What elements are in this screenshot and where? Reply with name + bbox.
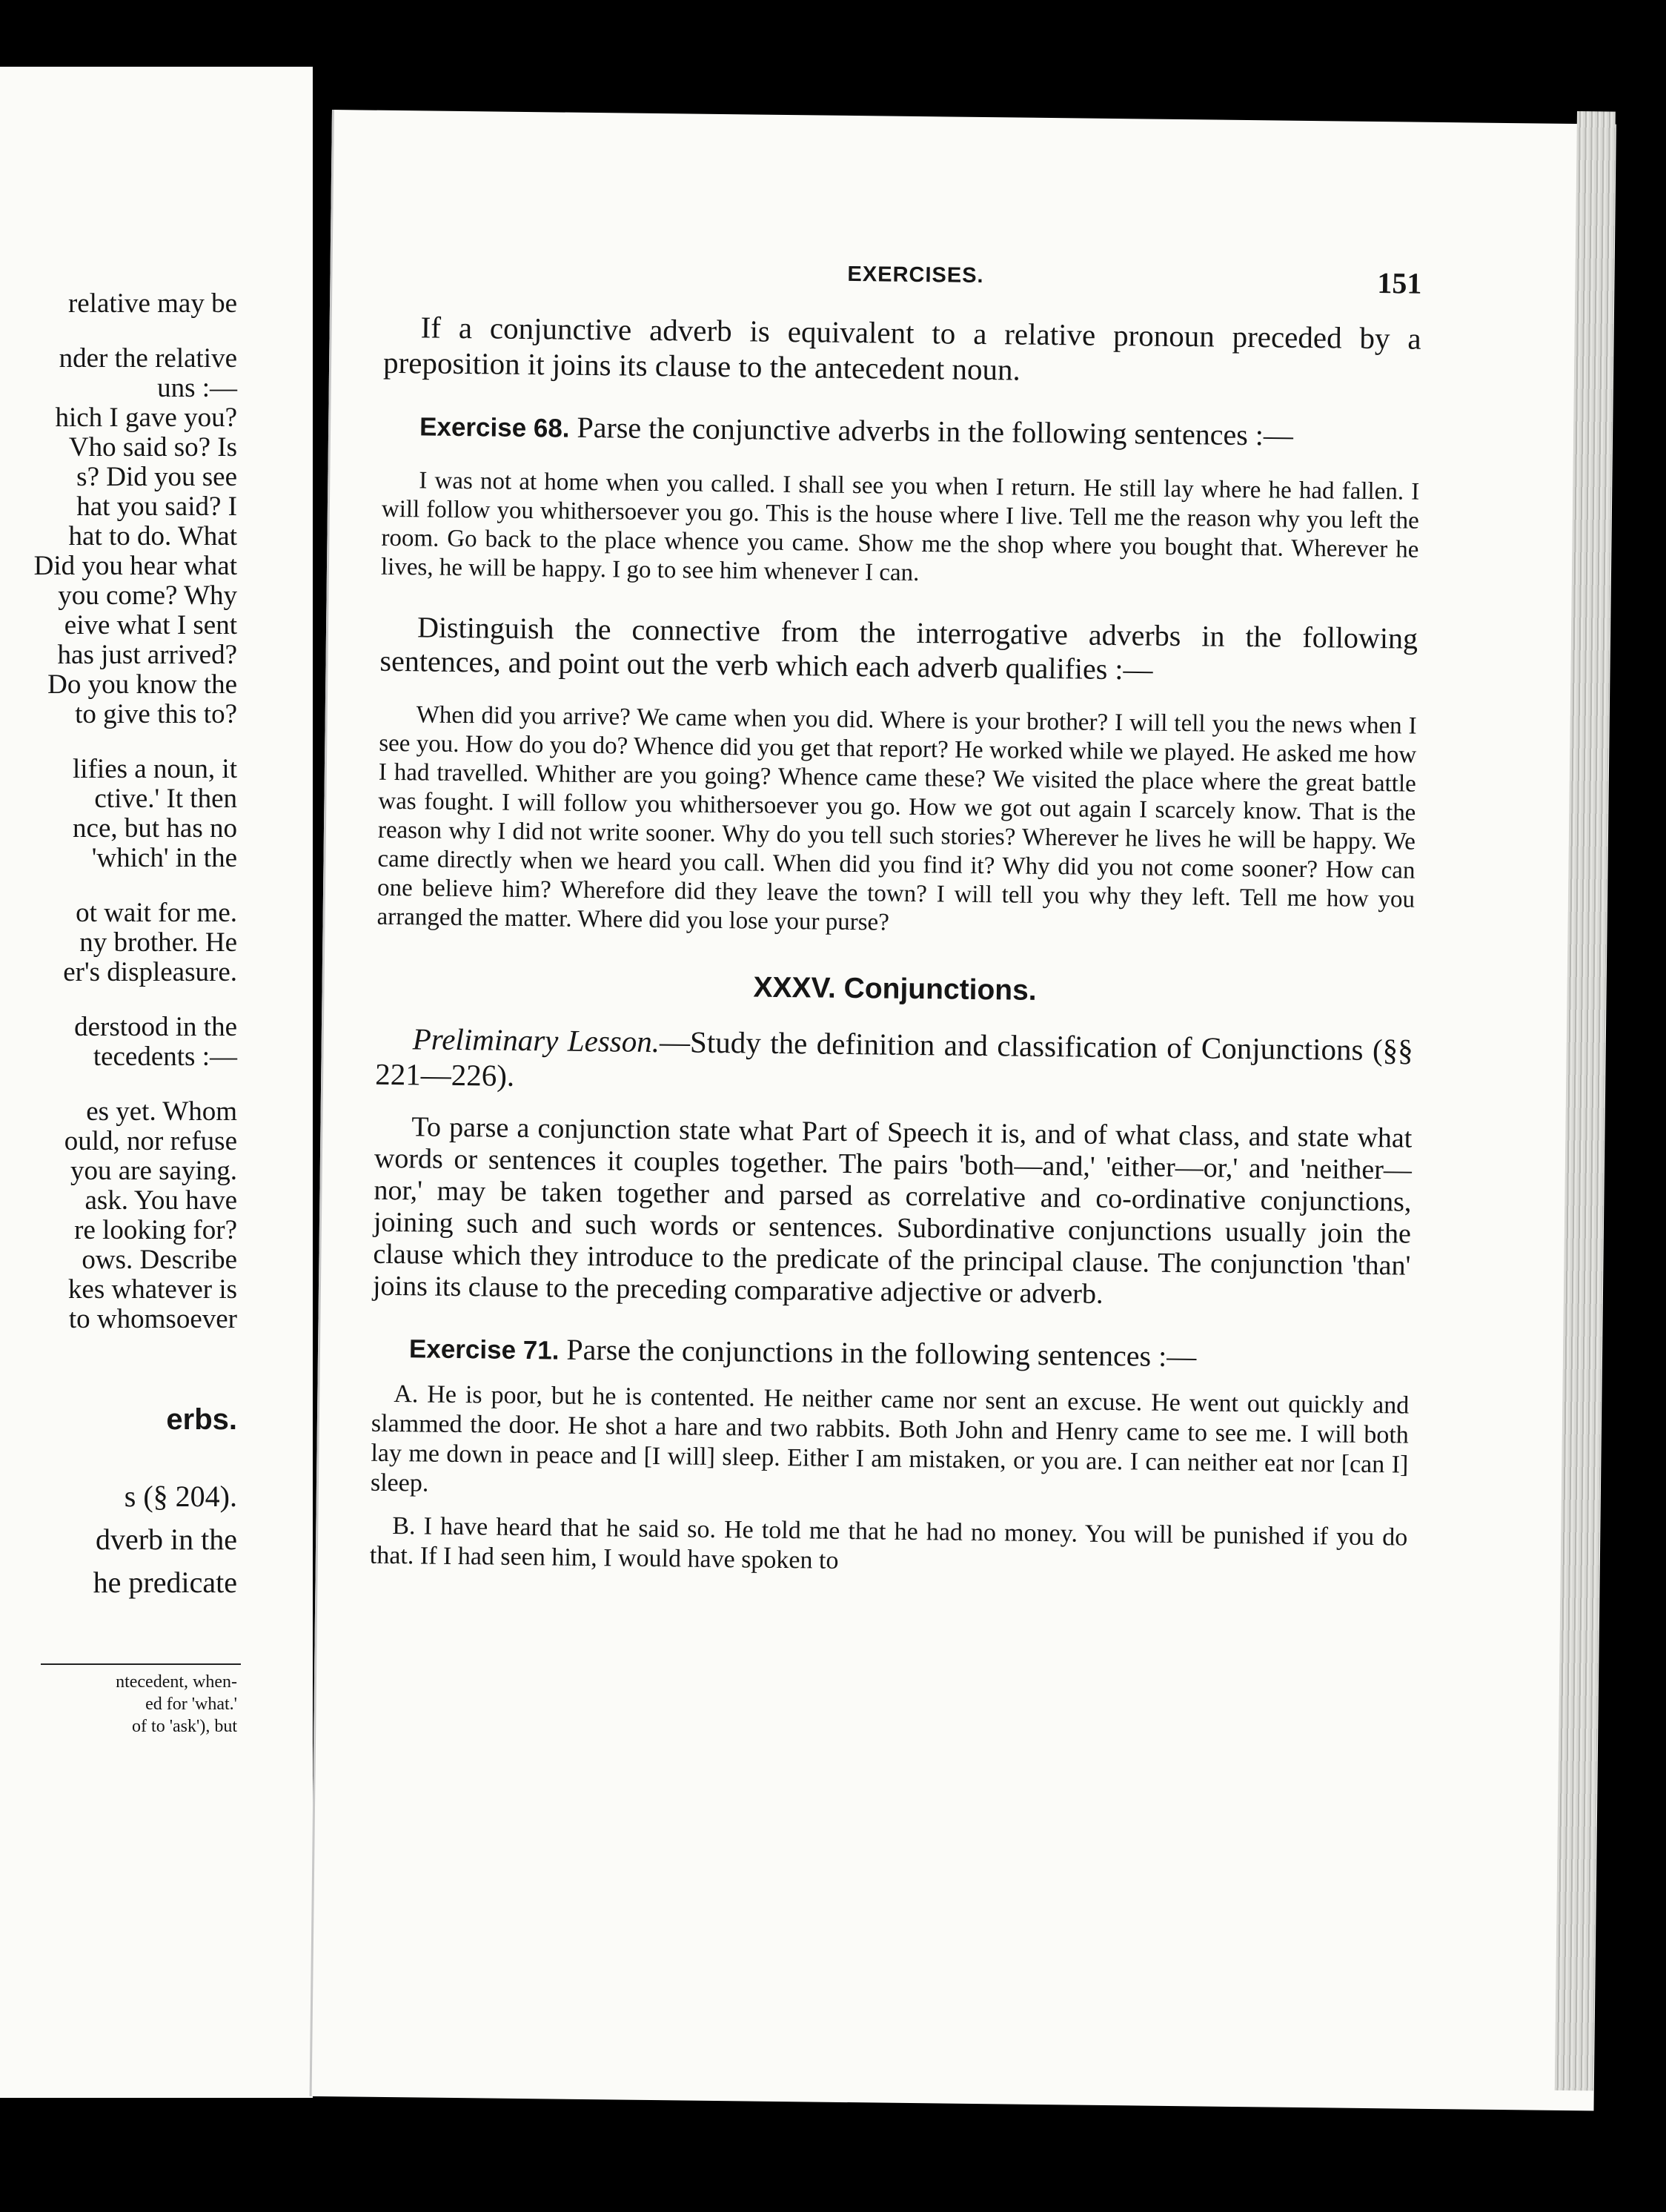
- left-page-line: derstood in the: [74, 1012, 237, 1042]
- left-page-line: eive what I sent: [64, 610, 237, 640]
- section-title: XXXV. Conjunctions.: [753, 971, 1037, 1007]
- left-page-line: ny brother. He: [79, 927, 237, 958]
- left-page-line: tecedents :—: [93, 1042, 237, 1072]
- left-page-line: hich I gave you?: [55, 403, 237, 433]
- left-page-line: ask. You have: [84, 1185, 237, 1216]
- lesson-text: —Study the definition and classification of Conjunctions (§§ 221—226).: [374, 1024, 1413, 1093]
- left-page-line: ctive.' It then: [94, 784, 237, 814]
- left-page-line: lifies a noun, it: [73, 754, 237, 784]
- left-page-line: uns :—: [157, 373, 237, 403]
- left-page-line: ot wait for me.: [76, 898, 237, 928]
- left-page-line: he predicate: [93, 1566, 237, 1599]
- left-page-line: s (§ 204).: [124, 1480, 237, 1513]
- left-page-gap: [0, 319, 222, 344]
- exercise-71-heading: [372, 1331, 1410, 1378]
- lesson-label: Preliminary Lesson.: [412, 1021, 660, 1059]
- left-page-line: re looking for?: [74, 1215, 237, 1245]
- page-content: [370, 257, 1422, 1583]
- distinguish-text: When did you arrive? We came when you did. Where is your brother? I will tell you the news when I see you. How do you do? Whence did you get that report? He worked while we played. He asked me how I had travelled. Whither are you going? Whence came these? We visited the place where the great battle was fought. I will follow you whithersoever you go. How we got out again I scarcely know. That is the reason why I did not write sooner. Why do you tell such stories? Wherever he lives he will be happy. We came directly when we heard you call. When did you find it? Why did you not come sooner? How can one believe him? Wherefore did they leave the town? I will tell you why they left. Tell me how you arranged the matter. Where did you lose your purse?: [376, 701, 1417, 936]
- left-page-line: relative may be: [67, 288, 237, 319]
- left-page-line: er's displeasure.: [63, 957, 237, 987]
- left-page-footnote-line: ed for 'what.': [145, 1695, 237, 1714]
- page-number: 151: [1377, 266, 1422, 300]
- left-page-line: Did you hear what: [33, 551, 237, 581]
- left-page-text: [0, 288, 237, 1738]
- left-page-line: Vho said so? Is: [68, 432, 237, 463]
- left-page-gap: [0, 1072, 222, 1097]
- left-page-line: has just arrived?: [57, 640, 237, 670]
- exercise-68-heading: [382, 408, 1420, 456]
- left-page-footnote-line: ntecedent, when-: [116, 1672, 237, 1692]
- left-page-line: you are saying.: [70, 1156, 237, 1186]
- parse-instructions: To parse a conjunction state what Part of Speech it is, and of what class, and state what words or sentences it couples together. The pairs 'both—and,' 'either—or,' and 'neither—nor,' may be taken together and parsed as correlative and co-ordinative conjunctions, joining such and such words or sentences. Subordinative conjunctions usually join the clause which they introduce to the predicate of the principal clause. The conjunction 'than' joins its clause to the preceding comparative adjective or adverb.: [372, 1111, 1413, 1310]
- left-page-heading: erbs.: [166, 1403, 237, 1436]
- page-header-title: EXERCISES.: [847, 262, 984, 288]
- left-page-gap: [0, 987, 222, 1013]
- left-page-footnote-line: of to 'ask'), but: [132, 1717, 237, 1736]
- intro-paragraph: If a conjunctive adverb is equivalent to a relative pronoun preceded by a preposition it joins its clause to the antecedent noun.: [382, 310, 1421, 387]
- left-page-line: to give this to?: [75, 699, 237, 729]
- exercise-71-label: Exercise 71.: [408, 1334, 560, 1365]
- right-page: [310, 110, 1616, 2110]
- exercise-68-text: I was not at home when you called. I shall see you when I return. He still lay where he had fallen. I will follow you whithersoever you go. This is the house where I live. Tell me the reason why you left the room. Go back to the place whence you came. Show me the shop where you bought that. Wherever he lives, he will be happy. I go to see him whenever I can.: [380, 467, 1420, 587]
- left-page-line: nder the relative: [59, 343, 237, 374]
- left-page-line: hat to do. What: [68, 521, 237, 552]
- exercise-71-instruction: Parse the conjunctions in the following sentences :—: [566, 1332, 1197, 1374]
- left-page-line: s? Did you see: [76, 462, 237, 492]
- left-page-gap: [0, 873, 222, 898]
- left-page-fragment: [0, 67, 313, 2098]
- left-page-line: es yet. Whom: [86, 1096, 237, 1127]
- exercise-68-label: Exercise 68.: [419, 412, 570, 443]
- left-page-line: Do you know the: [47, 669, 237, 700]
- preliminary-lesson: [375, 1021, 1413, 1104]
- left-page-line: nce, but has no: [73, 813, 237, 844]
- corner-blemish: [1593, 0, 1666, 34]
- left-page-line: hat you said? I: [76, 491, 237, 522]
- left-page-gap: [0, 729, 222, 755]
- left-page-line: dverb in the: [95, 1523, 237, 1556]
- left-page-line: ould, nor refuse: [64, 1126, 237, 1156]
- left-page-line: you come? Why: [58, 580, 237, 611]
- distinguish-instruction: Distinguish the connective from the interrogative adverbs in the following sentences, and point out the verb which each adverb qualifies :—: [379, 610, 1418, 686]
- exercise-71-part-a: A. He is poor, but he is contented. He neither came nor sent an excuse. He went out quickly and slammed the door. He shot a hare and two rabbits. Both John and Henry came to see me. I will both lay me down in peace and [I will] sleep. Either I am mistaken, or you are. I can neither eat nor [can I] sleep.: [370, 1380, 1410, 1497]
- exercise-71-part-b: B. I have heard that he said so. He told me that he had no money. You will be punished if you do that. If I had seen him, I would have spoken to: [369, 1512, 1408, 1574]
- left-page-line: 'which' in the: [91, 843, 237, 873]
- left-page-line: to whomsoever: [68, 1304, 237, 1334]
- left-page-line: kes whatever is: [67, 1274, 237, 1305]
- left-page-line: ows. Describe: [82, 1245, 237, 1275]
- footnote-rule: [41, 1663, 241, 1665]
- exercise-68-instruction: Parse the conjunctive adverbs in the following sentences :—: [577, 410, 1294, 452]
